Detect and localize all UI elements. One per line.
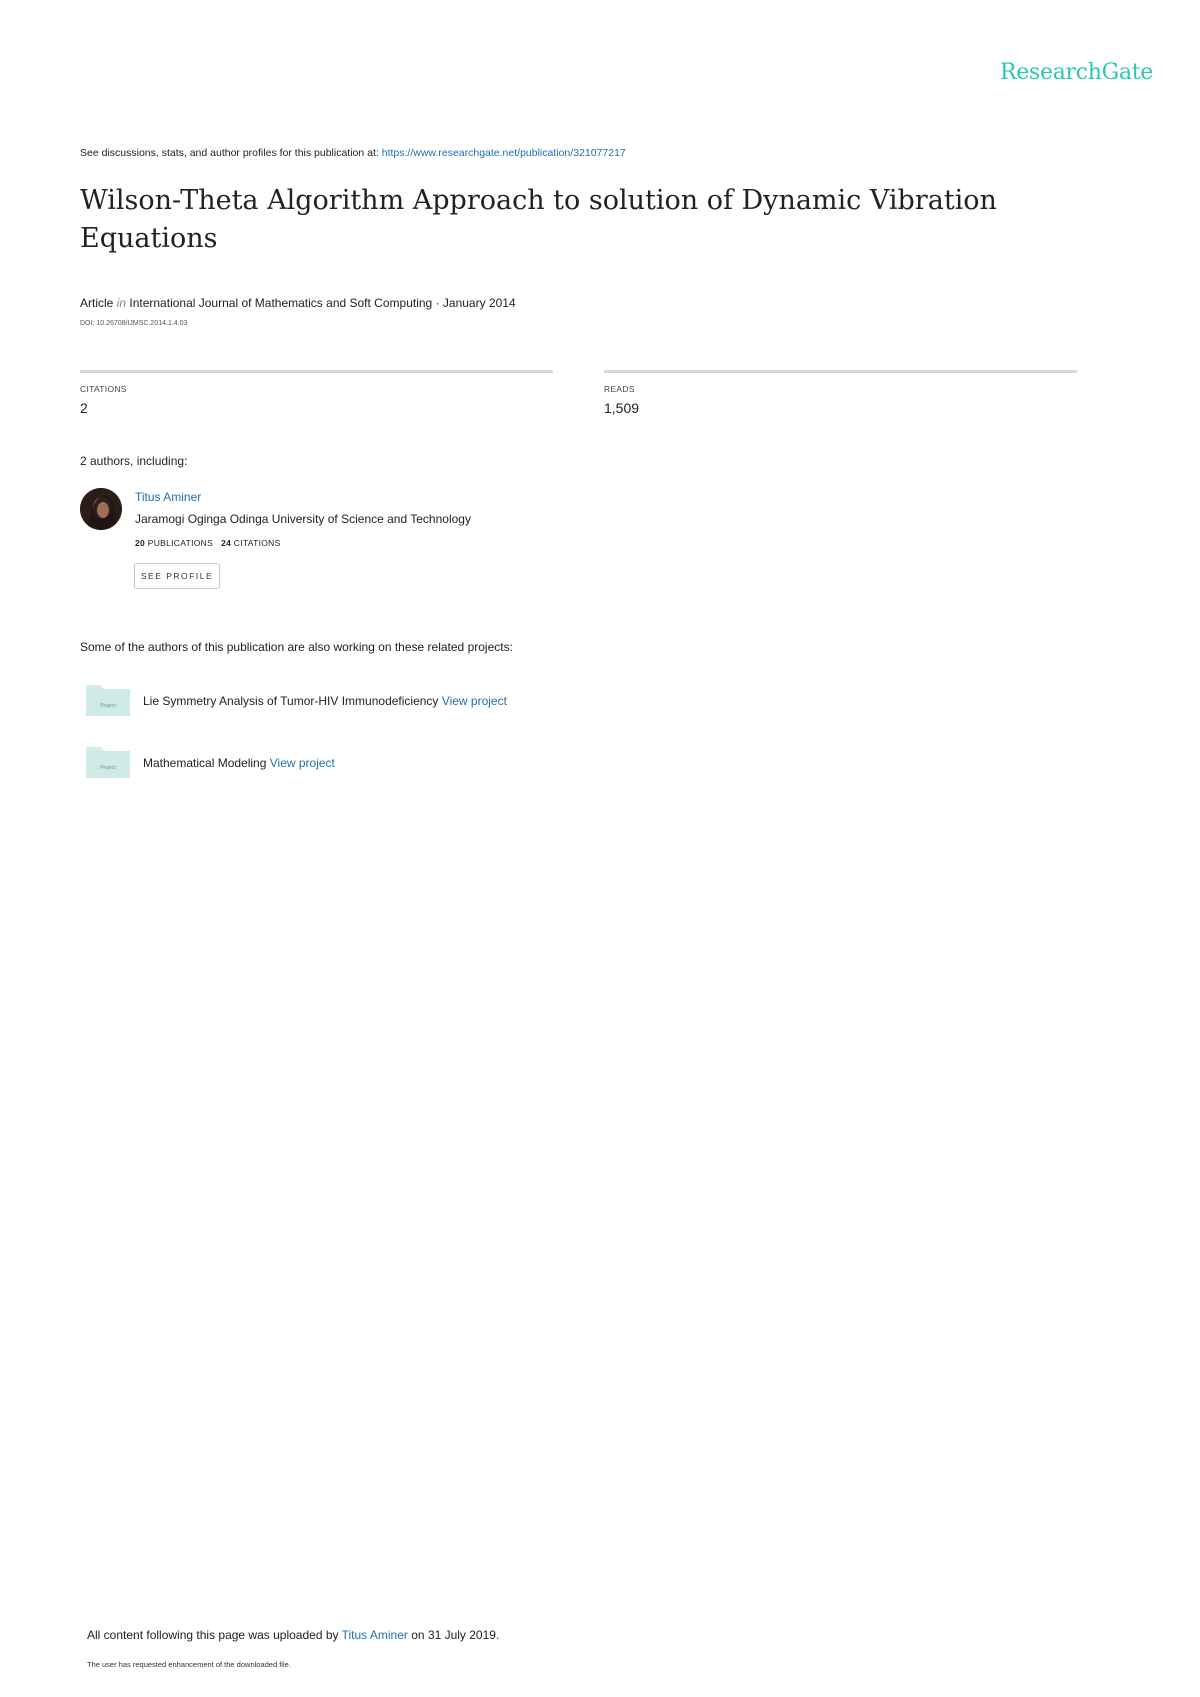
view-project-link[interactable]: View project: [269, 756, 335, 770]
folder-label: Project: [100, 703, 116, 709]
related-projects-heading: Some of the authors of this publication are also working on these related projects:: [80, 640, 513, 654]
discussion-line: [80, 147, 626, 159]
article-in: in: [116, 296, 127, 310]
upload-prefix: All content following this page was uploaded by: [87, 1628, 342, 1642]
article-meta: [80, 296, 516, 310]
discussion-prefix: See discussions, stats, and author profiles for this publication at:: [80, 147, 382, 159]
enhancement-note: The user has requested enhancement of the downloaded file.: [87, 1660, 291, 1669]
author-stats: [135, 538, 281, 548]
publication-title: Wilson-Theta Algorithm Approach to solution of Dynamic Vibration Equations: [80, 185, 997, 254]
journal-name: International Journal of Mathematics and Soft Computing: [129, 296, 433, 310]
avatar-image: [80, 488, 122, 530]
project-name: Lie Symmetry Analysis of Tumor-HIV Immunodeficiency: [143, 694, 439, 708]
citations-value: 2: [80, 400, 88, 416]
divider-left: [80, 370, 553, 373]
see-profile-button[interactable]: SEE PROFILE: [134, 563, 220, 589]
project-item: [143, 756, 335, 770]
reads-label: READS: [604, 384, 635, 394]
publication-url-link[interactable]: https://www.researchgate.net/publication/321077217: [381, 147, 626, 159]
folder-label: Project: [100, 765, 116, 771]
project-name: Mathematical Modeling: [143, 756, 267, 770]
author-name-link[interactable]: Titus Aminer: [135, 490, 202, 504]
project-item: [143, 694, 507, 708]
project-folder-icon: [86, 682, 130, 716]
citations-label: CITATIONS: [80, 384, 127, 394]
divider-right: [604, 370, 1077, 373]
reads-value: 1,509: [604, 400, 640, 416]
doi-line: DOI: 10.26708/IJMSC.2014.1.4.03: [80, 320, 188, 327]
author-publications-count: 20: [135, 538, 146, 548]
authors-heading: 2 authors, including:: [80, 454, 188, 468]
upload-suffix: on 31 July 2019.: [407, 1628, 500, 1642]
author-citations-label: CITATIONS: [233, 538, 281, 548]
upload-notice: [87, 1628, 499, 1642]
view-project-link[interactable]: View project: [441, 694, 507, 708]
researchgate-logo[interactable]: ResearchGate: [1000, 60, 1153, 85]
project-folder-icon: [86, 744, 130, 778]
article-type: Article: [80, 296, 114, 310]
author-citations-count: 24: [221, 538, 232, 548]
author-institution: Jaramogi Oginga Odinga University of Science and Technology: [135, 512, 471, 526]
uploader-link[interactable]: Titus Aminer: [341, 1628, 408, 1642]
article-date: · January 2014: [435, 296, 516, 310]
author-publications-label: PUBLICATIONS: [147, 538, 214, 548]
author-avatar[interactable]: [80, 488, 122, 530]
